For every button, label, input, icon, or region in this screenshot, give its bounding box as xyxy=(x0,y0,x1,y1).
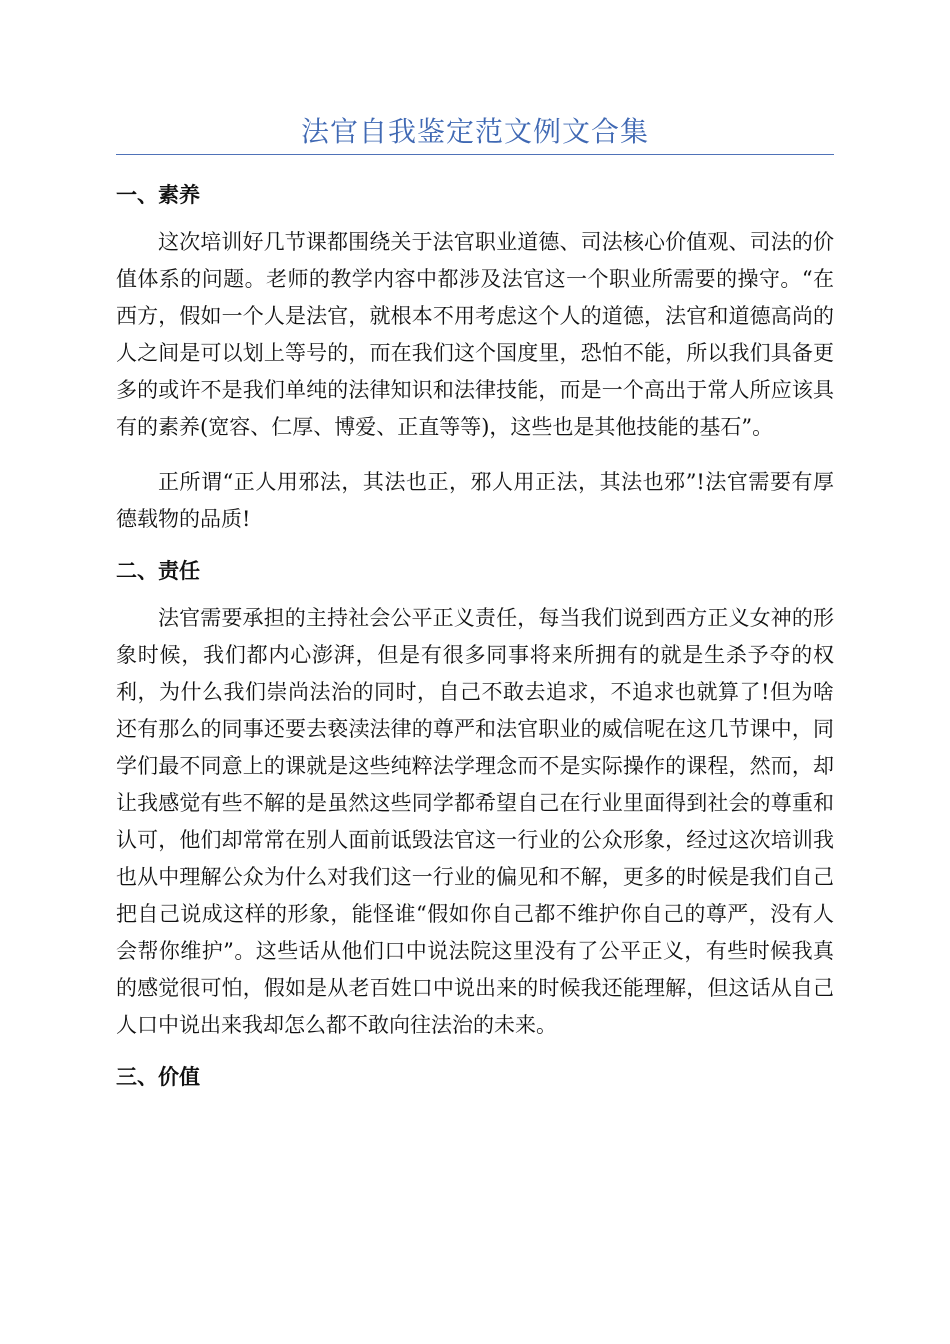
section-zeren xyxy=(116,556,834,1044)
paragraph: 正所谓“正人用邪法，其法也正，邪人用正法，其法也邪”!法官需要有厚德载物的品质! xyxy=(116,470,834,531)
paragraph: 法官需要承担的主持社会公平正义责任，每当我们说到西方正义女神的形象时候，我们都内心澎湃，但是有很多同事将来所拥有的就是生杀予夺的权利，为什么我们崇尚法治的同时，自己不敢去追求，不追求也就算了!但为啥还有那么的同事还要去亵渎法律的尊严和法官职业的威信呢在这几节课中，同学们最不同意上的课就是这些纯粹法学理念而不是实际操作的课程，然而，却让我感觉有些不解的是虽然这些同学都希望自己在行业里面得到社会的尊重和认可，他们却常常在别人面前诋毁法官这一行业的公众形象，经过这次培训我也从中理解公众为什么对我们这一行业的偏见和不解，更多的时候是我们自己把自己说成这样的形象，能怪谁“假如你自己都不维护你自己的尊严，没有人会帮你维护”。这些话从他们口中说法院这里没有了公平正义，有些时候我真的感觉很可怕，假如是从老百姓口中说出来的时候我还能理解，但这话从自己人口中说出来我却怎么都不敢向往法治的未来。 xyxy=(116,606,834,1037)
paragraph: 这次培训好几节课都围绕关于法官职业道德、司法核心价值观、司法的价值体系的问题。老师的教学内容中都涉及法官这一个职业所需要的操守。“在西方，假如一个人是法官，就根本不用考虑这个人的道德，法官和道德高尚的人之间是可以划上等号的，而在我们这个国度里，恐怕不能，所以我们具备更多的或许不是我们单纯的法律知识和法律技能，而是一个高出于常人所应该具有的素养(宽容、仁厚、博爱、正直等等)，这些也是其他技能的基石”。 xyxy=(116,230,834,439)
title-underline xyxy=(116,154,834,155)
section-heading: 一、素养 xyxy=(116,183,200,207)
document-body xyxy=(116,170,834,1106)
section-jiazhi xyxy=(116,1062,834,1092)
section-heading: 二、责任 xyxy=(116,559,200,583)
section-heading: 三、价值 xyxy=(116,1065,200,1089)
document-title: 法官自我鉴定范文例文合集 xyxy=(300,115,649,148)
section-suyang xyxy=(116,180,834,538)
